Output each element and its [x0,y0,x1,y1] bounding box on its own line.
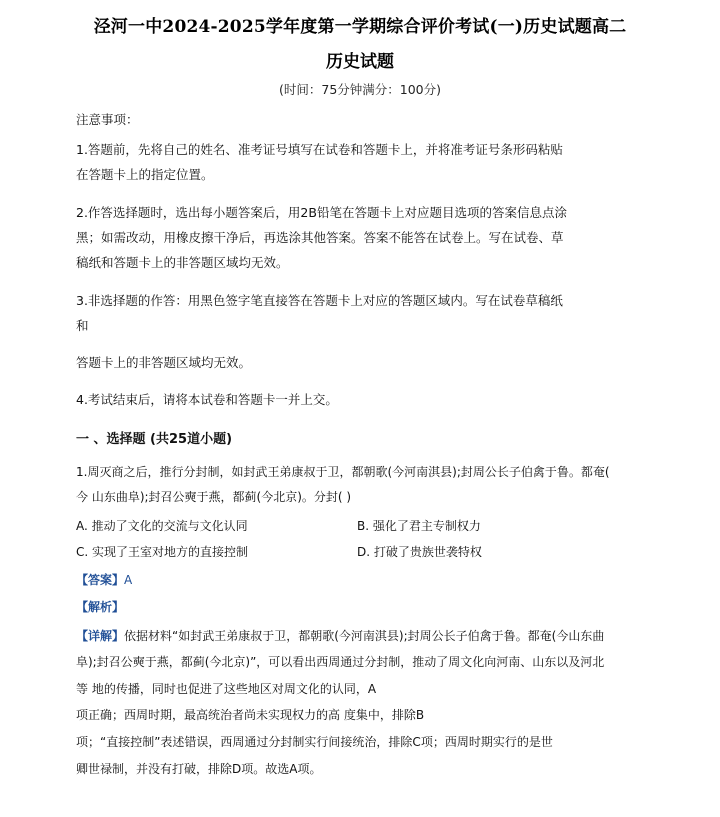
detail-line: 项；“直接控制”表述错误，西周通过分封制实行间接统治，排除C项；西周时期实行的是世 [76,735,553,749]
detail-line: 项正确；西周时期，最高统治者尚未实现权力的高 度集中，排除B [76,708,425,722]
notice-line: 在答题卡上的指定位置。 [76,167,214,182]
question-stem-line: 1.周灭商之后，推行分封制，如封武王弟康叔于卫，都朝歌(今河南淇县);封周公长子伯禽于鲁。都奄( [76,465,610,479]
section-heading: 一 、选择题 (共25道小题) [76,432,233,447]
detail-tag: 【详解】 [76,629,125,643]
detail-line: 卿世禄制，并没有打破，排除D项。故选A项。 [76,762,322,776]
notice-line: 1.答题前，先将自己的姓名、准考证号填写在试卷和答题卡上，并将准考证号条形码粘贴 [76,142,563,157]
option-d: D. 打破了贵族世袭特权 [357,545,482,559]
answer-row [76,571,132,588]
analysis-tag: 【解析】 [76,600,125,614]
analysis-row [76,598,124,615]
option-c: C. 实现了王室对地方的直接控制 [76,545,249,559]
notice-line: 稿纸和答题卡上的非答题区域均无效。 [76,255,289,270]
option-a: A. 推动了文化的交流与文化认同 [76,519,248,533]
answer-value: A [124,573,133,587]
question-stem-line: 今 山东曲阜);封召公奭于燕，都蓟(今北京)。分封( ) [76,490,352,504]
exam-time-score: (时间：75分钟满分：100分) [278,82,442,97]
detail-line [76,627,604,644]
notice-line: 黑；如需改动，用橡皮擦干净后，再选涂其他答案。答案不能答在试卷上。写在试卷、草 [76,230,564,245]
answer-tag: 【答案】 [76,573,125,587]
notice-line: 和 [76,318,89,333]
notice-heading: 注意事项： [76,112,139,127]
notice-line: 2.作答选择题时，选出每小题答案后，用2B铅笔在答题卡上对应题目选项的答案信息点涂 [76,205,567,220]
notice-line: 4.考试结束后，请将本试卷和答题卡一并上交。 [76,392,338,407]
exam-title: 泾河一中2024-2025学年度第一学期综合评价考试(一)历史试题高二 [93,17,627,37]
notice-line: 3.非选择题的作答：用黑色签字笔直接答在答题卡上对应的答题区域内。写在试卷草稿纸 [76,293,563,308]
detail-line: 阜);封召公奭于燕，都蓟(今北京)”，可以看出西周通过分封制，推动了周文化向河南、山东以及河北 [76,655,605,669]
option-b: B. 强化了君主专制权力 [357,519,481,533]
detail-line: 等 地的传播，同时也促进了这些地区对周文化的认同，A [76,682,377,696]
notice-line: 答题卡上的非答题区域均无效。 [76,355,252,370]
detail-text: 依据材料“如封武王弟康叔于卫，都朝歌(今河南淇县);封周公长子伯禽于鲁。都奄(今山东曲 [124,629,605,643]
exam-subtitle: 历史试题 [326,52,394,72]
